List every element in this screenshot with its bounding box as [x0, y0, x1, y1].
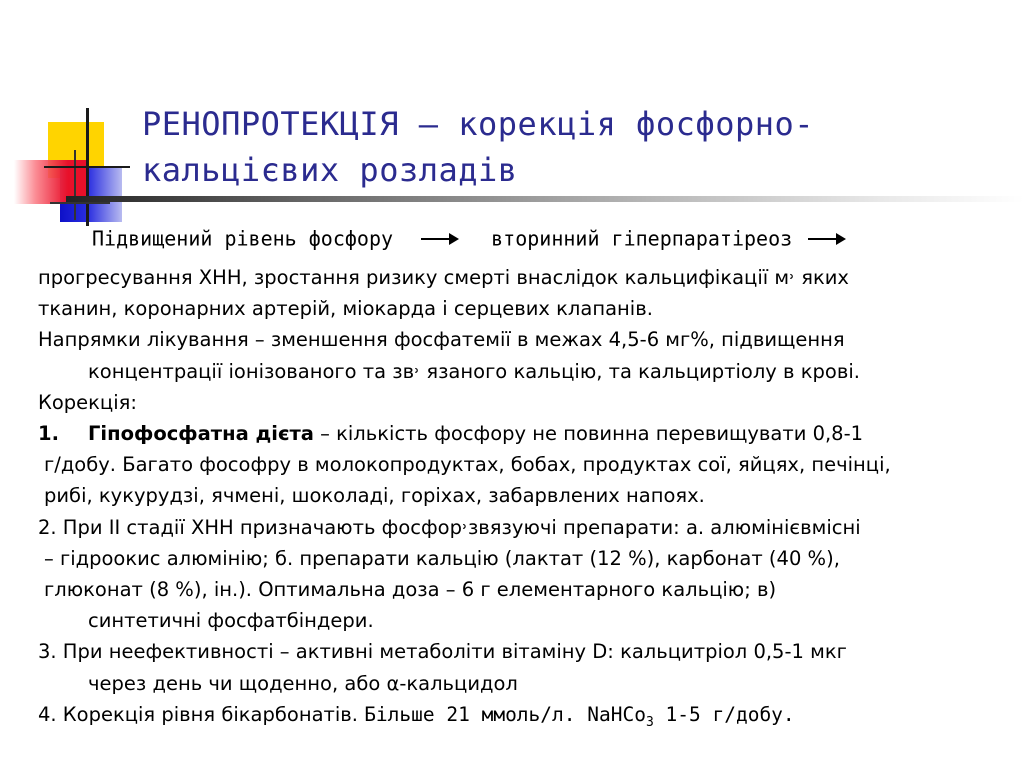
text-line: 2. При ІІ стадії ХНН призначають фосфор˒звязуючі препарати: а. алюмінієвмісні — [38, 515, 861, 539]
list-item-vitamin-d — [38, 636, 998, 698]
right-arrow-icon — [808, 238, 844, 240]
vertical-line-decoration-2 — [74, 150, 76, 220]
text-line: синтетичні фосфатбіндери. — [88, 609, 374, 633]
text-line: Напрямки лікування – зменшення фосфатемії в межах 4,5-6 мг%, підвищення — [38, 328, 845, 352]
slide-title — [142, 101, 1012, 193]
slide-body — [38, 262, 998, 738]
list-item-phosphate-binders — [38, 512, 998, 637]
paragraph-correction-heading: Корекція: — [38, 390, 137, 414]
list-item-bicarbonate — [38, 699, 998, 738]
text-line: – гідроокис алюмінію; б. препарати кальцію (лактат (12 %), карбонат (40 %), — [44, 546, 840, 570]
title-line-2: кальцієвих розладів — [142, 151, 518, 189]
text-line: – кількість фосфору не повинна перевищувати 0,8-1 — [313, 422, 864, 446]
horizontal-line-decoration — [44, 166, 130, 168]
right-arrow-icon — [421, 238, 457, 240]
list-number: 1. — [38, 422, 59, 446]
text-line: концентрації іонізованого та зв˒ язаного кальцію, та кальциртіолу в крові. — [88, 359, 860, 383]
text-line: 4. Корекція рівня бікарбонатів. — [38, 702, 365, 726]
text-line: прогресування ХНН, зростання ризику смерті внаслідок кальцифікації м˒ яких — [38, 266, 849, 289]
text-line: глюконат (8 %), ін.). Оптимальна доза – 6 г елементарного кальцію; в) — [44, 578, 777, 602]
text-line: тканин, коронарних артерій, міокарда і серцевих клапанів. — [38, 297, 653, 321]
flow-item-phosphorus: Підвищений рівень фосфору — [92, 226, 394, 251]
bicarbonate-dose-tail: 1-5 г/добу. — [653, 702, 795, 726]
text-line: через день чи щоденно, або α-кальцидол — [88, 671, 518, 695]
pathogenesis-flow — [92, 222, 992, 252]
paragraph-progression — [38, 262, 998, 324]
text-line: г/добу. Багато фософру в молокопродуктах, бобах, продуктах сої, яйцях, печінці, — [44, 453, 891, 477]
text-line: 3. При неефективності – активні метаболіти вітаміну D: кальцитріол 0,5-1 мкг — [38, 640, 847, 664]
horizontal-line-decoration-2 — [50, 202, 110, 204]
title-line-1: РЕНОПРОТЕКЦІЯ – корекція фосфорно- — [142, 105, 815, 143]
flow-item-hyperparathyroidism: вторинний гіперпаратіреоз — [491, 226, 793, 251]
diet-term: Гіпофосфатна дієта — [88, 422, 314, 446]
subscript: 3 — [645, 714, 654, 730]
paragraph-treatment-directions — [38, 324, 998, 386]
title-underline-rule — [66, 196, 1024, 202]
bicarbonate-dose: Більше 21 ммоль/л. NaHCo — [364, 702, 646, 726]
list-item-diet — [38, 418, 998, 512]
text-line: рибі, кукурудзі, ячмені, шоколаді, горіхах, забарвлених напоях. — [44, 484, 705, 508]
